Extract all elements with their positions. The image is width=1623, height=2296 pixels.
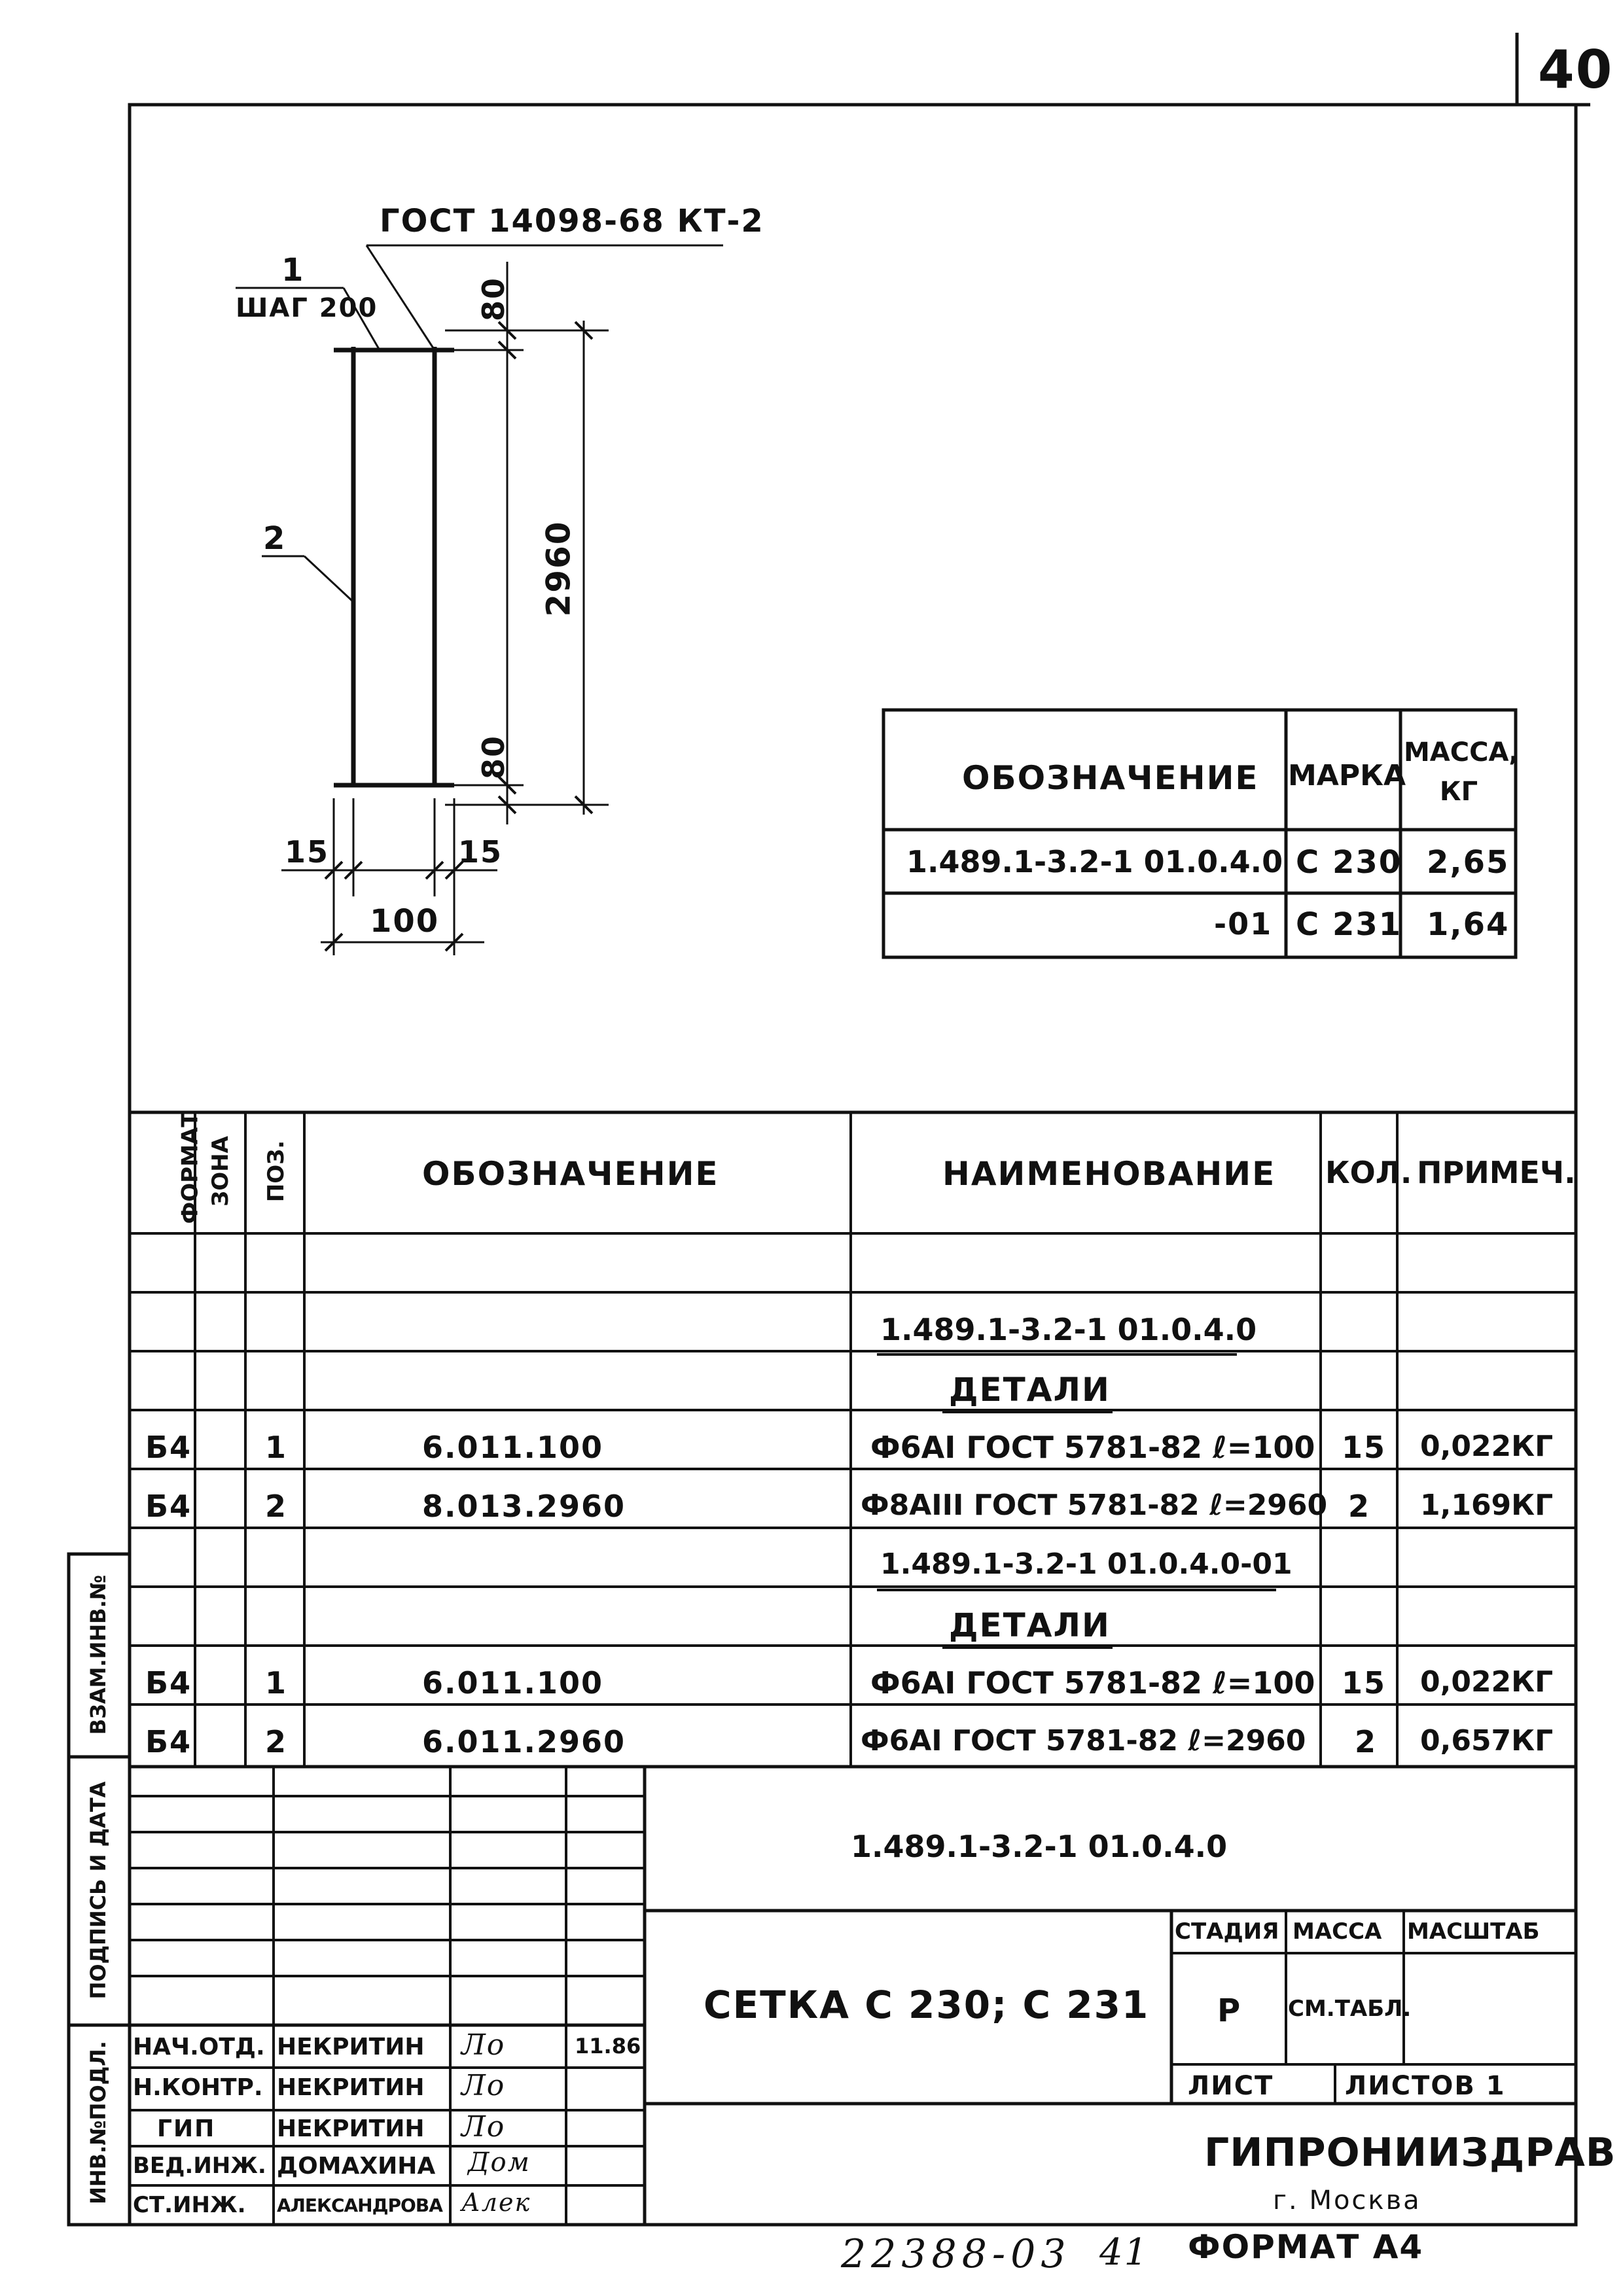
mark-table-header-designation: ОБОЗНАЧЕНИЕ — [962, 759, 1259, 797]
mark-table-header-mark: МАРКА — [1288, 759, 1406, 792]
format-label: ФОРМАТ А4 — [1188, 2228, 1424, 2266]
dim-right: 15 — [458, 834, 503, 870]
stage-value: Р — [1217, 1992, 1242, 2029]
spec-row-5-designation: 8.013.2960 — [422, 1489, 626, 1524]
spec-row-5-pos: 2 — [265, 1489, 288, 1524]
dim-height: 2960 — [539, 520, 578, 617]
title-code: 1.489.1-3.2-1 01.0.4.0 — [851, 1829, 1228, 1864]
person-5-sign: Алек — [461, 2188, 531, 2217]
spec-row-9-format: Б4 — [145, 1724, 192, 1759]
spec-row-4-name: Ф6АI ГОСТ 5781-82 ℓ=100 — [870, 1430, 1315, 1465]
person-1-sign: Ло — [461, 2028, 506, 2062]
stage-label: СТАДИЯ — [1175, 1918, 1279, 1945]
sheet-ref: 41 — [1099, 2231, 1149, 2274]
gost-label: ГОСТ 14098-68 КТ-2 — [380, 203, 764, 239]
spec-row-9-designation: 6.011.2960 — [422, 1724, 626, 1759]
person-4-sign: Дом — [468, 2147, 531, 2178]
person-4-name: ДОМАХИНА — [277, 2153, 436, 2180]
spec-row-8-name: Ф6АI ГОСТ 5781-82 ℓ=100 — [870, 1665, 1315, 1701]
spec-row-3-name: ДЕТАЛИ — [949, 1371, 1111, 1409]
dim-width: 100 — [370, 903, 440, 940]
spec-header-note: ПРИМЕЧ. — [1417, 1155, 1576, 1190]
spec-row-4-qty: 15 — [1342, 1430, 1387, 1465]
spec-row-5-format: Б4 — [145, 1489, 192, 1524]
person-1-date: 11.86 — [575, 2034, 641, 2058]
page-number: 40 — [1538, 39, 1614, 100]
org-city: г. Москва — [1273, 2185, 1421, 2216]
sheets-label: ЛИСТОВ 1 — [1345, 2071, 1506, 2101]
spec-row-8-format: Б4 — [145, 1665, 192, 1701]
step-label: ШАГ 200 — [236, 293, 378, 323]
spec-row-4-designation: 6.011.100 — [422, 1430, 603, 1465]
person-3-role: ГИП — [157, 2115, 216, 2142]
spec-row-8-note: 0,022КГ — [1420, 1665, 1554, 1699]
side-label-inv-replace: ВЗАМ.ИНВ.№ — [86, 1574, 111, 1735]
mark-row-1-designation: 1.489.1-3.2-1 01.0.4.0 — [906, 844, 1283, 879]
person-4-role: ВЕД.ИНЖ. — [133, 2153, 266, 2179]
spec-row-8-qty: 15 — [1342, 1665, 1387, 1701]
person-2-sign: Ло — [461, 2069, 506, 2102]
dim-bottom: 80 — [476, 734, 512, 780]
spec-row-2-name: 1.489.1-3.2-1 01.0.4.0 — [880, 1312, 1257, 1347]
scale-label: МАСШТАБ — [1407, 1918, 1540, 1945]
mark-row-2-designation: -01 — [1214, 906, 1273, 942]
mark-row-2-mark: С 231 — [1296, 906, 1402, 943]
spec-row-9-qty: 2 — [1355, 1724, 1378, 1759]
side-label-sign-date: ПОДПИСЬ И ДАТА — [86, 1781, 111, 2000]
spec-header-zone: ЗОНА — [207, 1136, 234, 1207]
mark-row-2-mass: 1,64 — [1427, 906, 1510, 943]
mass-label: МАССА — [1293, 1918, 1382, 1945]
spec-row-8-designation: 6.011.100 — [422, 1665, 603, 1701]
person-3-sign: Ло — [461, 2110, 506, 2144]
side-label-inv-orig: ИНВ.№ПОДЛ. — [86, 2041, 111, 2204]
person-2-role: Н.КОНТР. — [133, 2074, 263, 2101]
spec-row-4-pos: 1 — [265, 1430, 288, 1465]
dim-top: 80 — [476, 276, 512, 322]
mark-row-1-mass: 2,65 — [1427, 844, 1510, 881]
dim-left: 15 — [285, 834, 330, 870]
person-5-role: СТ.ИНЖ. — [133, 2192, 246, 2218]
spec-row-5-name: Ф8АIII ГОСТ 5781-82 ℓ=2960 — [861, 1489, 1328, 1522]
doc-number: 22388-03 — [841, 2231, 1071, 2277]
mark-table-header-mass: МАССА, КГ — [1404, 737, 1519, 807]
person-1-name: НЕКРИТИН — [277, 2034, 425, 2060]
sheet-label: ЛИСТ — [1188, 2071, 1274, 2101]
spec-row-9-name: Ф6АI ГОСТ 5781-82 ℓ=2960 — [861, 1724, 1306, 1757]
person-1-role: НАЧ.ОТД. — [133, 2034, 265, 2060]
pos2-label: 2 — [263, 520, 287, 557]
spec-row-8-pos: 1 — [265, 1665, 288, 1701]
spec-header-qty: КОЛ. — [1325, 1155, 1412, 1190]
pos1-label: 1 — [281, 252, 305, 289]
spec-row-7-name: ДЕТАЛИ — [949, 1606, 1111, 1644]
person-3-name: НЕКРИТИН — [277, 2115, 425, 2142]
spec-row-9-pos: 2 — [265, 1724, 288, 1759]
title-name: СЕТКА С 230; С 231 — [704, 1983, 1150, 2027]
spec-header-name: НАИМЕНОВАНИЕ — [942, 1155, 1276, 1193]
mass-value: СМ.ТАБЛ. — [1288, 1996, 1412, 2022]
spec-header-designation: ОБОЗНАЧЕНИЕ — [422, 1155, 719, 1193]
spec-row-9-note: 0,657КГ — [1420, 1724, 1554, 1757]
person-5-name: АЛЕКСАНДРОВА — [277, 2195, 442, 2216]
spec-row-4-format: Б4 — [145, 1430, 192, 1465]
spec-row-5-qty: 2 — [1348, 1489, 1371, 1524]
spec-row-5-note: 1,169КГ — [1420, 1489, 1554, 1522]
spec-header-pos: ПОЗ. — [263, 1140, 290, 1203]
person-2-name: НЕКРИТИН — [277, 2074, 425, 2101]
spec-row-6-name: 1.489.1-3.2-1 01.0.4.0-01 — [880, 1547, 1293, 1581]
org-name: ГИПРОНИИЗДРАВ — [1204, 2130, 1616, 2176]
mark-row-1-mark: С 230 — [1296, 844, 1402, 881]
spec-header-format: ФОРМАТ — [177, 1112, 204, 1224]
spec-row-4-note: 0,022КГ — [1420, 1430, 1554, 1463]
